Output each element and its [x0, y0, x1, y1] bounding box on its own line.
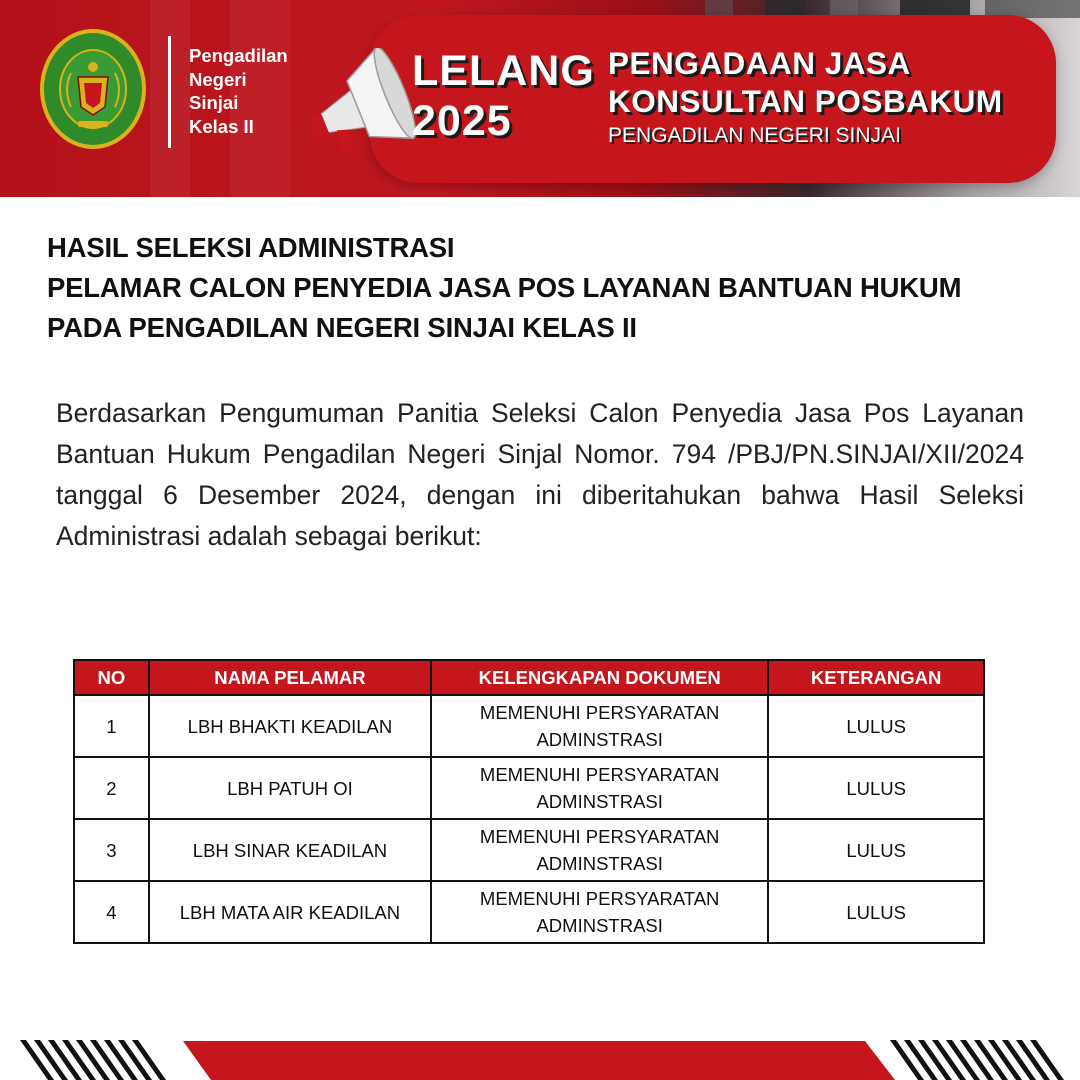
footer-stripes-right [890, 1040, 1070, 1080]
table-row [74, 757, 984, 819]
cell-documents [431, 819, 768, 881]
cell-status: LULUS [768, 757, 984, 819]
table-row [74, 819, 984, 881]
doc-line: MEMENUHI PERSYARATAN [479, 888, 720, 909]
lelang-word: LELANG [412, 47, 595, 95]
cell-no: 1 [74, 695, 149, 757]
headline-line: PELAMAR CALON PENYEDIA JASA POS LAYANAN BANTUAN HUKUM [47, 272, 962, 303]
results-table [73, 659, 985, 944]
footer-stripes-left [20, 1040, 170, 1080]
cell-documents [431, 881, 768, 943]
doc-line: ADMINSTRASI [536, 729, 663, 750]
table-header-row [74, 660, 984, 695]
header-documents: KELENGKAPAN DOKUMEN [431, 660, 768, 695]
court-name-line: Sinjai [189, 92, 239, 113]
court-name-line: Kelas II [189, 115, 254, 137]
cell-name: LBH PATUH OI [149, 757, 431, 819]
court-name-line: Negeri [189, 68, 247, 90]
doc-line: MEMENUHI PERSYARATAN [479, 702, 720, 723]
cell-no: 2 [74, 757, 149, 819]
doc-line: MEMENUHI PERSYARATAN [479, 826, 720, 847]
cell-no: 3 [74, 819, 149, 881]
lelang-year: 2025 [412, 97, 512, 145]
tender-subtitle: PENGADILAN NEGERI SINJAI [608, 124, 901, 147]
cell-status: LULUS [768, 695, 984, 757]
cell-status: LULUS [768, 819, 984, 881]
doc-line: ADMINSTRASI [536, 915, 663, 936]
header-status: KETERANGAN [768, 660, 984, 695]
headline-line: HASIL SELEKSI ADMINISTRASI [47, 232, 455, 263]
doc-line: ADMINSTRASI [536, 853, 663, 874]
tender-title-line2: KONSULTAN POSBAKUM [608, 83, 1003, 119]
doc-line: ADMINSTRASI [536, 791, 663, 812]
header-banner [0, 0, 1080, 197]
cell-documents [431, 757, 768, 819]
court-name [189, 44, 309, 138]
lelang-title [412, 46, 595, 146]
header-name: NAMA PELAMAR [149, 660, 431, 695]
header-no: NO [74, 660, 149, 695]
headline-line: PADA PENGADILAN NEGERI SINJAI KELAS II [47, 312, 637, 343]
cell-name: LBH BHAKTI KEADILAN [149, 695, 431, 757]
cell-status: LULUS [768, 881, 984, 943]
page-headline [47, 228, 1047, 348]
cell-name: LBH MATA AIR KEADILAN [149, 881, 431, 943]
megaphone-icon [300, 48, 420, 166]
court-emblem-icon [38, 25, 148, 153]
tender-title-line1: PENGADAAN JASA [608, 45, 911, 81]
table-row [74, 695, 984, 757]
cell-no: 4 [74, 881, 149, 943]
cell-documents [431, 695, 768, 757]
logo-divider [168, 36, 171, 148]
tender-title [608, 44, 1003, 149]
footer-red-bar [183, 1041, 895, 1080]
cell-name: LBH SINAR KEADILAN [149, 819, 431, 881]
table-row [74, 881, 984, 943]
court-name-line: Pengadilan [189, 45, 288, 66]
announcement-paragraph: Berdasarkan Pengumuman Panitia Seleksi Calon Penyedia Jasa Pos Layanan Bantuan Hukum Pengadilan Negeri Sinjal Nomor. 794 /PBJ/PN.SINJAI/XII/2024 tanggal 6 Desember 2024, dengan ini diberitahukan bahwa Hasil Seleksi Administrasi adalah sebagai berikut: [56, 398, 1024, 551]
doc-line: MEMENUHI PERSYARATAN [479, 764, 720, 785]
